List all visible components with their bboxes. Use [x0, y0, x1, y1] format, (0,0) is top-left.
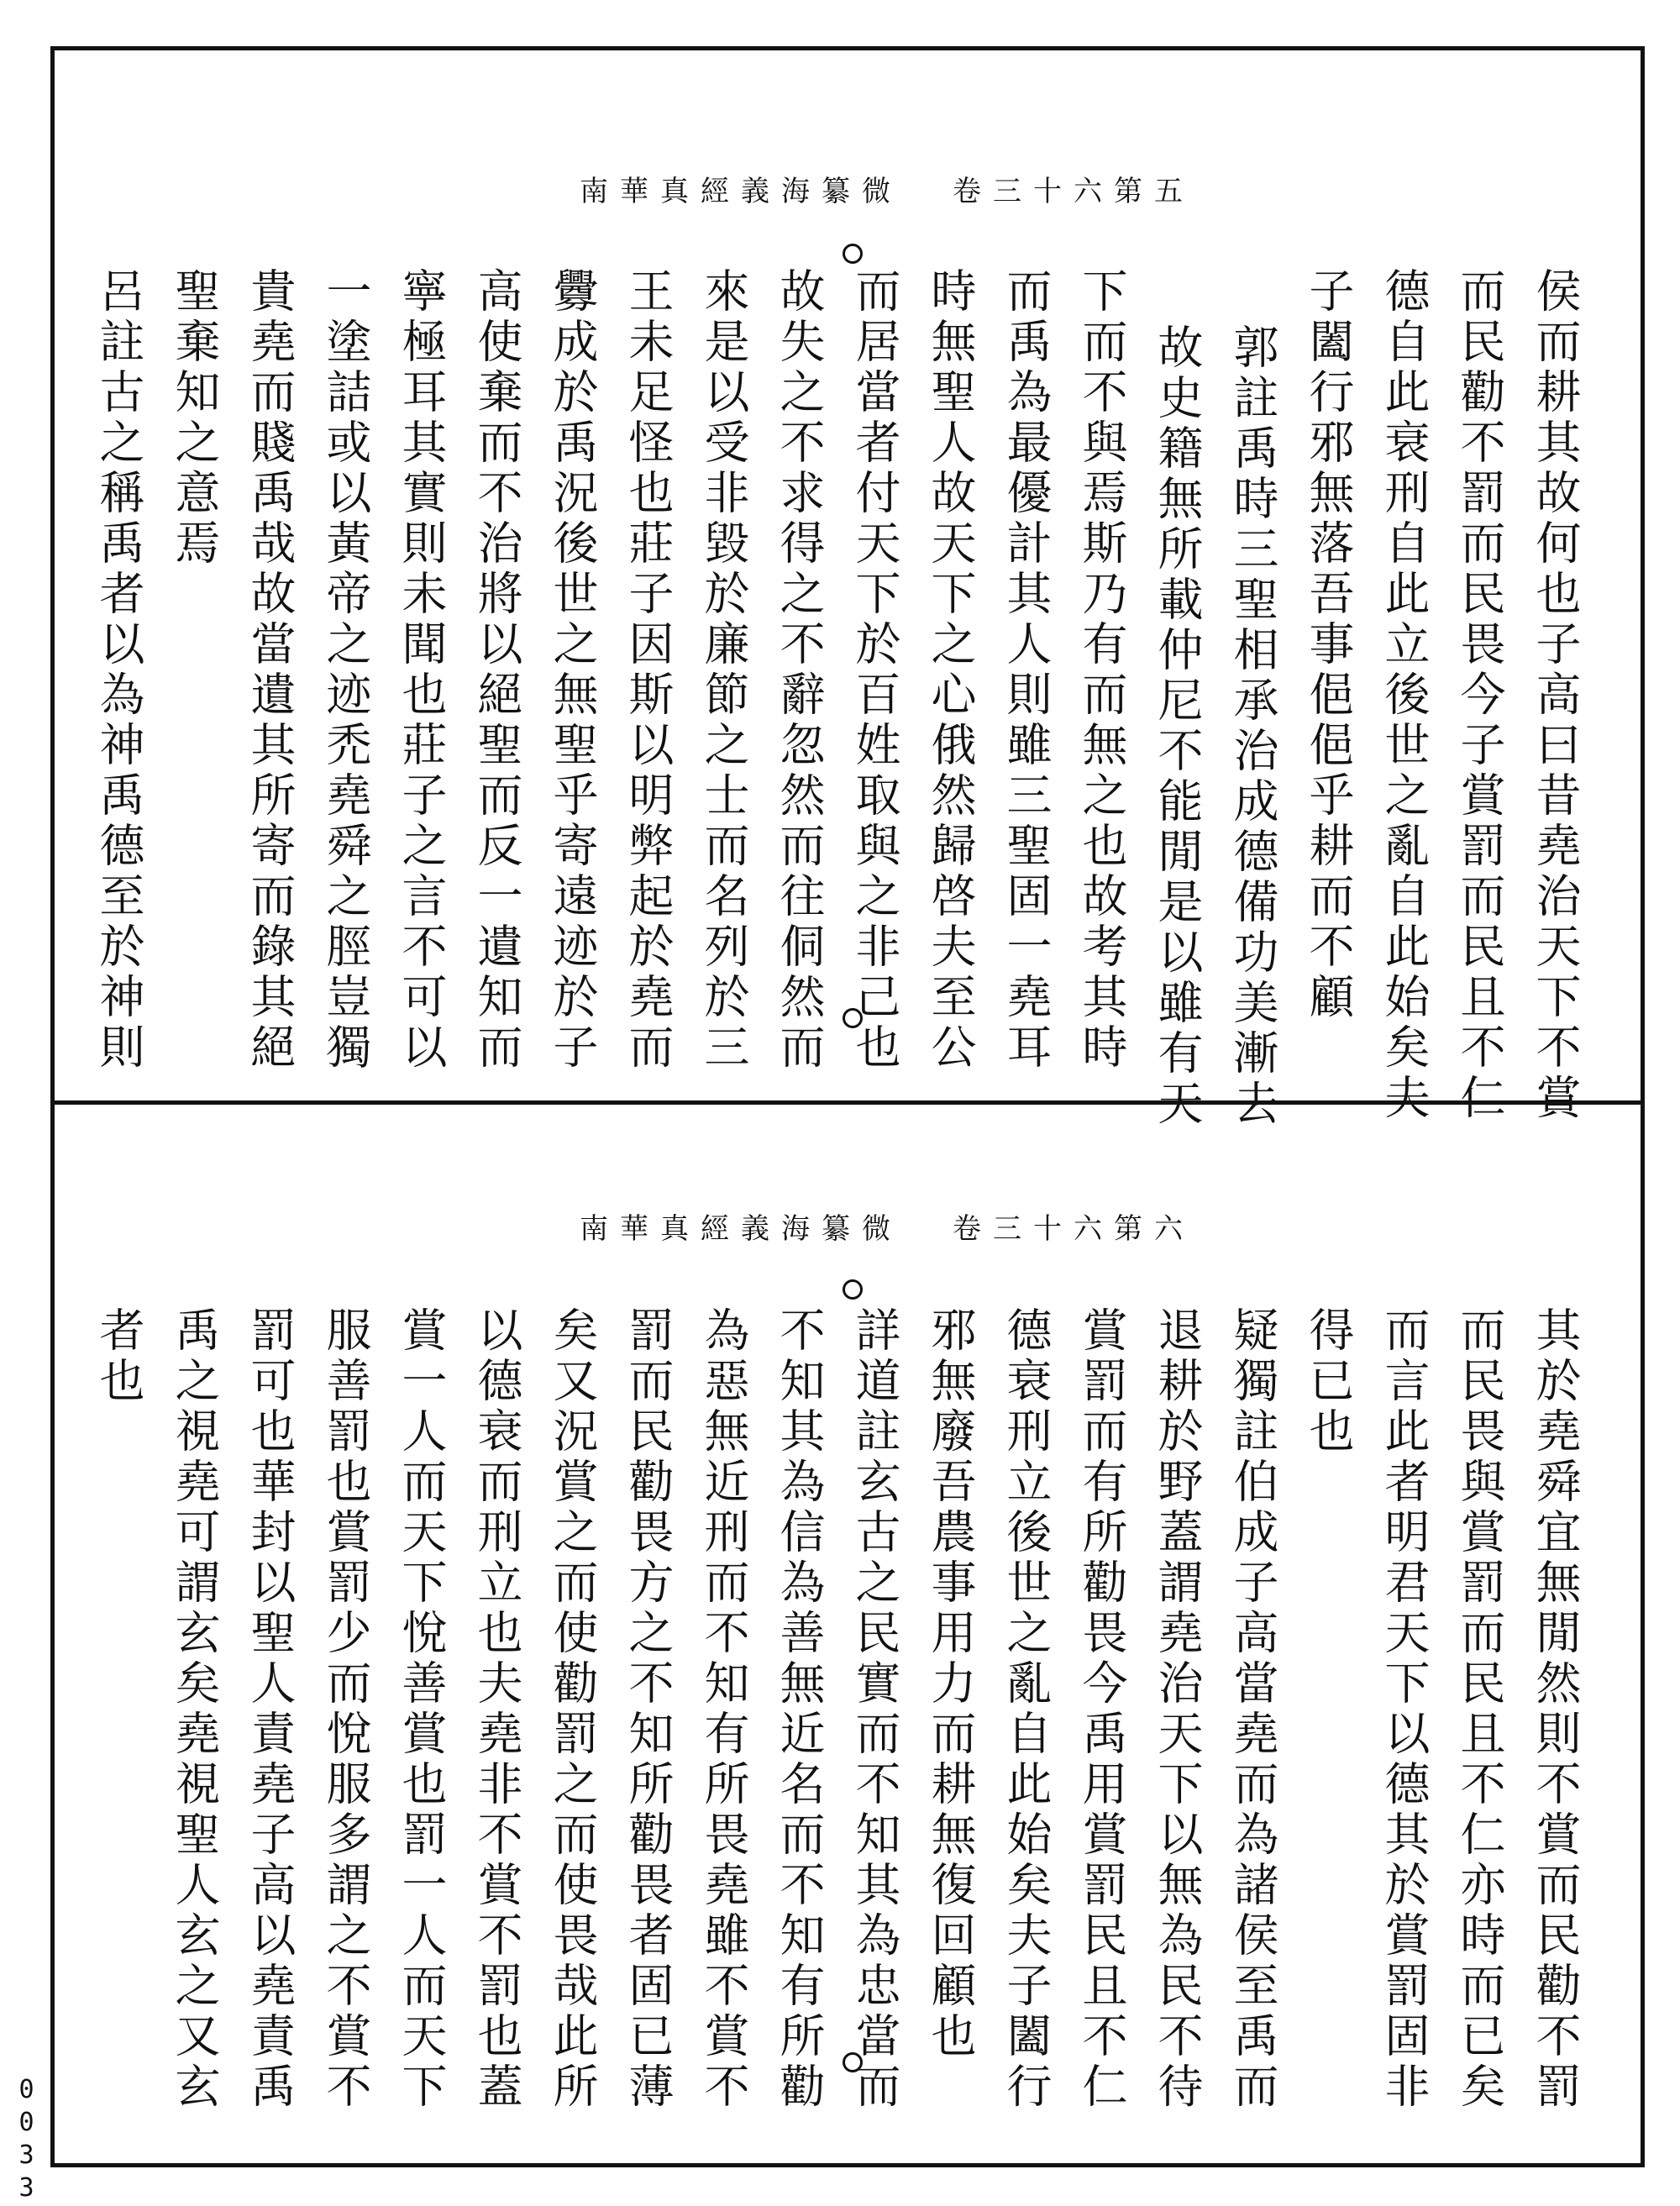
text-column: 聖棄知之意焉 — [168, 267, 221, 570]
bottom-page-header — [580, 1205, 1194, 1247]
text-column: 貴堯而賤禹哉故當遺其所寄而錄其絕 — [244, 267, 297, 1074]
top-page-header — [580, 168, 1194, 209]
text-column: 時無聖人故天下之心俄然歸啓夫至公 — [924, 267, 977, 1074]
text-column: 呂註古之稱禹者以為神禹德至於神則 — [92, 267, 145, 1074]
text-column: 下而不與焉斯乃有而無之也故考其時 — [1075, 267, 1128, 1074]
text-column: 疑獨註伯成子高當堯而為諸侯至禹而 — [1226, 1306, 1279, 2113]
text-column: 郭註禹時三聖相承治成德備功美漸去 — [1226, 323, 1279, 1130]
text-column: 侯而耕其故何也子高曰昔堯治天下不賞 — [1529, 267, 1582, 1124]
text-column: 而民畏與賞罰而民且不仁亦時而已矣 — [1453, 1306, 1506, 2113]
text-column: 賞一人而天下悅善賞也罰一人而天下 — [395, 1306, 448, 2113]
text-column: 為惡無近刑而不知有所畏堯雖不賞不 — [697, 1306, 750, 2113]
text-column: 以德衰而刑立也夫堯非不賞不罰也蓋 — [470, 1306, 523, 2113]
text-column: 禹之視堯可謂玄矣堯視聖人玄之又玄 — [168, 1306, 221, 2113]
text-column: 而民勸不罰而民畏今子賞罰而民且不仁 — [1453, 267, 1506, 1124]
text-column: 賞罰而有所勸畏今禹用賞罰民且不仁 — [1075, 1306, 1128, 2113]
text-column: 者也 — [92, 1306, 145, 1407]
text-column: 釁成於禹況後世之無聖乎寄遠迹於子 — [546, 267, 599, 1074]
text-column: 退耕於野蓋謂堯治天下以無為民不待 — [1151, 1306, 1204, 2113]
text-column: 其於堯舜宜無閒然則不賞而民勸不罰 — [1529, 1306, 1582, 2113]
bottom-header-volume: 卷三十六第六 — [953, 1212, 1194, 1246]
text-column: 得已也 — [1302, 1306, 1355, 1458]
text-column: 故失之不求得之不辭忽然而往侗然而 — [773, 267, 826, 1074]
text-column: 子闔行邪無落吾事俋俋乎耕而不顧 — [1302, 267, 1355, 1023]
text-column: 而言此者明君天下以德其於賞罰固非 — [1378, 1306, 1431, 2113]
text-column: 罰可也華封以聖人責堯子高以堯責禹 — [244, 1306, 297, 2113]
page-number: 0033 — [12, 2075, 41, 2206]
text-column: 矣又況賞之而使勸罰之而使畏哉此所 — [546, 1306, 599, 2113]
text-column: 而禹為最優計其人則雖三聖固一堯耳 — [1000, 267, 1053, 1074]
text-column: 故史籍無所載仲尼不能閒是以雖有天 — [1151, 323, 1204, 1130]
text-column: 罰而民勸畏方之不知所勸畏者固已薄 — [622, 1306, 675, 2113]
text-column: 寧極耳其實則未聞也莊子之言不可以 — [395, 267, 448, 1074]
text-column: 高使棄而不治將以絕聖而反一遺知而 — [470, 267, 523, 1074]
text-column: 邪無廢吾農事用力而耕無復回顧也 — [924, 1306, 977, 2062]
top-header-volume: 卷三十六第五 — [953, 175, 1194, 208]
text-column: 德衰刑立後世之亂自此始矣夫子闔行 — [1000, 1306, 1053, 2113]
text-column: 德自此衰刑自此立後世之亂自此始矣夫 — [1378, 267, 1431, 1124]
text-column: 詳道註玄古之民實而不知其為忠當而 — [848, 1306, 901, 2113]
top-header-title: 南華真經義海纂微 — [580, 175, 902, 208]
text-column: 王未足怪也莊子因斯以明弊起於堯而 — [622, 267, 675, 1074]
circle-mark — [843, 244, 863, 264]
text-column: 來是以受非毀於廉節之士而名列於三 — [697, 267, 750, 1074]
text-column: 一塗詰或以黃帝之迹禿堯舜之脛豈獨 — [319, 267, 372, 1074]
bottom-header-title: 南華真經義海纂微 — [580, 1212, 902, 1246]
text-column: 不知其為信為善無近名而不知有所勸 — [773, 1306, 826, 2113]
text-column: 而居當者付天下於百姓取與之非己也 — [848, 267, 901, 1074]
text-column: 服善罰也賞罰少而悅服多謂之不賞不 — [319, 1306, 372, 2113]
circle-mark — [843, 1279, 863, 1300]
